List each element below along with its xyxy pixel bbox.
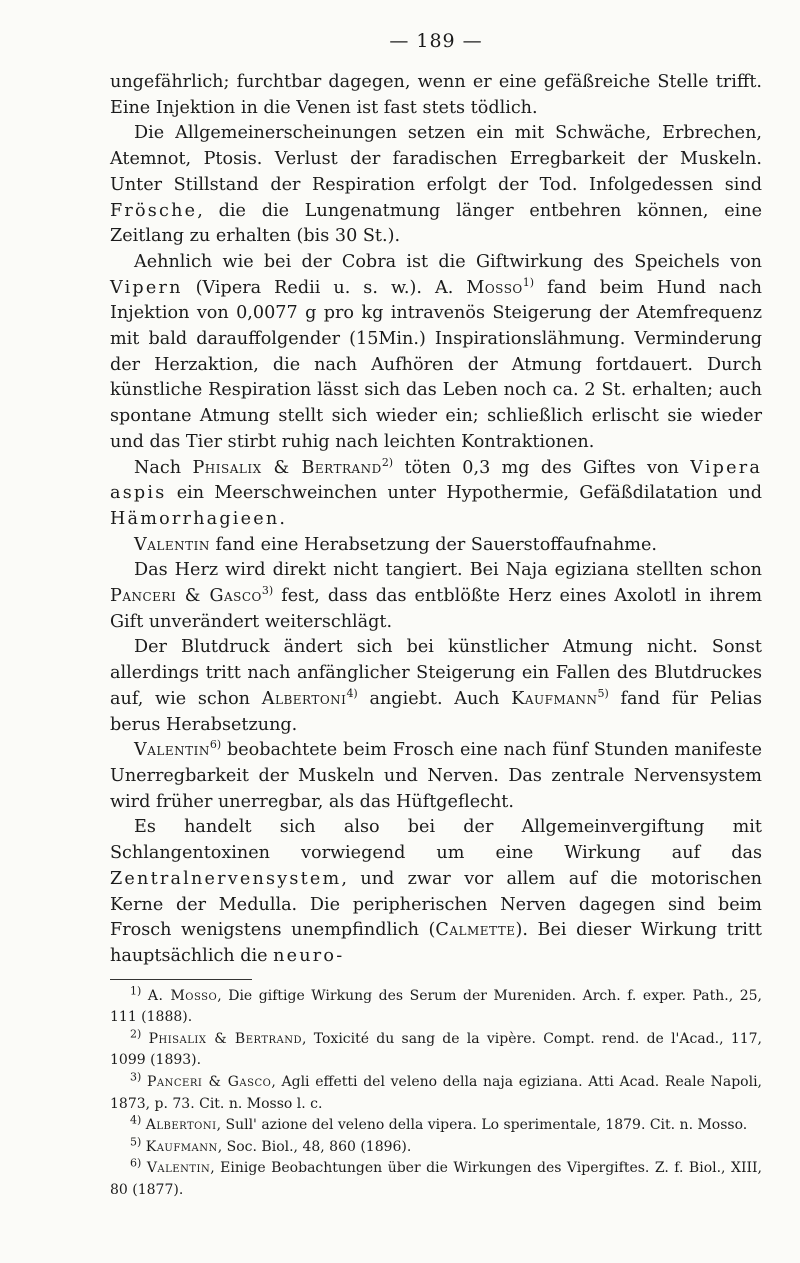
author-name: Phisalix & Bertrand bbox=[192, 457, 382, 478]
paragraph: Aehnlich wie bei der Cobra ist die Giftwirkung des Speichels von Vipern (Vipera Redii u. s. w.). A. Mosso$^{1)}$ fand beim Hund nach Injektion von 0,0077 g pro kg intravenös Steigerung der Atemfrequenz mit bald darauffolgender (15Min.) Inspirationslähmung. Verminderung der Herzaktion, die nach Aufhören der Atmung fortdauert. Durch künstliche Respiration lässt sich das Leben noch ca. 2 St. erhalten; auch spontane Atmung stellt sich wieder ein; schließlich erlischt sie wieder und das Tier stirbt ruhig nach leichten Kontraktionen. bbox=[110, 251, 763, 452]
footnote: $^{2)}$ Phisalix & Bertrand, Toxicité du sang de la vipère. Compt. rend. de l'Acad., 117, 1099 (1893). bbox=[110, 1027, 762, 1069]
footnote: $^{6)}$ Valentin, Einige Beobachtungen über die Wirkungen des Vipergiftes. Z. f. Biol., XIII, 80 (1877). bbox=[110, 1156, 763, 1198]
footnote-ref: 1) bbox=[522, 275, 535, 289]
author-name: Albertoni bbox=[261, 688, 347, 709]
footnote: $^{4)}$ Albertoni, Sull' azione del veleno della vipera. Lo sperimentale, 1879. Cit. n. Mosso. bbox=[130, 1113, 748, 1134]
emphasis: Vipera aspis bbox=[110, 457, 763, 504]
footnote: $^{5)}$ Kaufmann, Soc. Biol., 48, 860 (1896). bbox=[130, 1135, 412, 1155]
footnote: $^{1)}$ A. Mosso, Die giftige Wirkung des Serum der Mureniden. Arch. f. exper. Path., 25, 111 (1888). bbox=[110, 983, 763, 1026]
paragraph: ungefährlich; furchtbar dagegen, wenn er eine gefäßreiche Stelle trifft. Eine Injektion in die Venen ist fast stets tödlich. bbox=[110, 72, 762, 118]
footnote-ref: 5) bbox=[597, 687, 609, 701]
footnote-ref: 2) bbox=[381, 455, 394, 469]
footnote-ref: 6) bbox=[209, 738, 222, 752]
emphasis: Frösche bbox=[110, 200, 198, 221]
emphasis: Zentralnervensystem bbox=[110, 868, 342, 889]
paragraph: Das Herz wird direkt nicht tangiert. Bei Naja egiziana stellten schon Panceri & Gasco$^{3)}$ fest, dass das entblößte Herz eines Axolotl in ihrem Gift unverändert weiterschlägt. bbox=[110, 560, 763, 632]
footnote-divider bbox=[110, 979, 252, 980]
emphasis: Hämorrhagieen. bbox=[110, 508, 288, 529]
page-number: — 189 — bbox=[389, 30, 483, 52]
footnote-ref: 3) bbox=[261, 584, 274, 598]
footnote-ref: 4) bbox=[346, 687, 358, 701]
paragraph: Die Allgemeinerscheinungen setzen ein mit Schwäche, Erbrechen, Atemnot, Ptosis. Verlust der faradischen Erregbarkeit der Muskeln. Unter Stillstand der Respiration erfolgt der Tod. Infolgedessen sind Frösche, die die Lungenatmung länger entbehren können, eine Zeitlang zu erhalten (bis 30 St.). bbox=[110, 123, 762, 247]
emphasis: Vipern bbox=[110, 277, 183, 298]
footnote: $^{3)}$ Panceri & Gasco, Agli effetti del veleno della naja egiziana. Atti Acad. Reale Napoli, 1873, p. 73. Cit. n. Mosso l. c. bbox=[110, 1070, 763, 1112]
author-name: Valentin bbox=[134, 740, 210, 761]
paragraph: Der Blutdruck ändert sich bei künstlicher Atmung nicht. Sonst allerdings tritt nach anfänglicher Steigerung ein Fallen des Blutdruckes auf, wie schon Albertoni$^{4)}$ angiebt. Auch Kaufmann$^{5)}$ fand für Pelias berus Herabsetzung. bbox=[110, 637, 763, 735]
author-name: Calmette bbox=[435, 920, 516, 941]
author-name: Mosso bbox=[466, 277, 523, 298]
emphasis: neuro- bbox=[273, 945, 345, 966]
author-name: Panceri & Gasco bbox=[110, 586, 262, 607]
paragraph: Es handelt sich also bei der Allgemeinvergiftung mit Schlangentoxinen vorwiegend um eine Wirkung auf das Zentralnervensystem, und zwar vor allem auf die motorischen Kerne der Medulla. Die peripherischen Nerven dagegen sind beim Frosch wenigstens unempfindlich (Calmette). Bei dieser Wirkung tritt hauptsächlich die neuro- bbox=[110, 817, 763, 966]
paragraph: Valentin$^{6)}$ beobachtete beim Frosch eine nach fünf Stunden manifeste Unerregbarkeit der Muskeln und Nerven. Das zentrale Nervensystem wird früher unerregbar, als das Hüftgeflecht. bbox=[110, 738, 762, 812]
paragraph: Nach Phisalix & Bertrand$^{2)}$ töten 0,3 mg des Giftes von Vipera aspis ein Meerschweinchen unter Hypothermie, Gefäßdilatation und Hämorrhagieen. bbox=[110, 455, 763, 529]
author-name: Valentin bbox=[134, 534, 210, 555]
footnotes bbox=[110, 983, 763, 1202]
author-name: Kaufmann bbox=[511, 688, 598, 709]
main-text bbox=[110, 70, 762, 970]
paragraph: Valentin fand eine Herabsetzung der Sauerstoffaufnahme. bbox=[134, 534, 657, 555]
